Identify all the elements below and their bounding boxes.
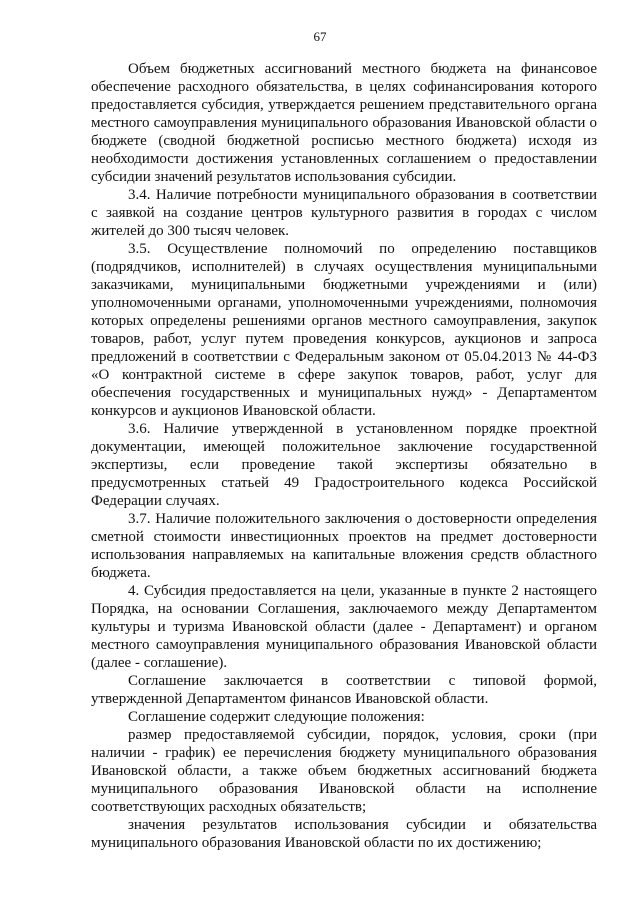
paragraph-4: 4. Субсидия предоставляется на цели, указанные в пункте 2 настоящего Порядка, на основании Соглашения, заключаемого между Департаментом культуры и туризма Ивановской области (далее - Департамент) и органом местного самоуправления муниципального образования Ивановской области (далее - соглашение). (91, 583, 597, 671)
paragraph-budget-allocation: Объем бюджетных ассигнований местного бюджета на финансовое обеспечение расходного обязательства, в целях софинансирования которого предоставляется субсидия, утверждается решением представительного органа местного самоуправления муниципального образования Ивановской области о бюджете (сводной бюджетной росписью местного бюджета) исходя из необходимости достижения установленных соглашением о предоставлении субсидии значений результатов использования субсидии. (91, 61, 597, 185)
paragraph-subsidy-amount: размер предоставляемой субсидии, порядок, условия, сроки (при наличии - график) ее перечисления бюджету муниципального образования Ивановской области, а также объем бюджетных ассигнований бюджета муниципального образования Ивановской области на исполнение соответствующих расходных обязательств; (91, 727, 597, 815)
document-body (91, 60, 597, 852)
paragraph-agreement-contents: Соглашение содержит следующие положения: (128, 709, 425, 725)
page-number: 67 (313, 29, 327, 44)
paragraph-3-6: 3.6. Наличие утвержденной в установленном порядке проектной документации, имеющей положительное заключение государственной экспертизы, если проведение такой экспертизы обязательно в предусмотренных статьей 49 Градостроительного кодекса Российской Федерации случаях. (91, 421, 597, 509)
paragraph-3-4: 3.4. Наличие потребности муниципального образования в соответствии с заявкой на создание центров культурного развития в городах с числом жителей до 300 тысяч человек. (91, 187, 597, 239)
paragraph-3-7: 3.7. Наличие положительного заключения о достоверности определения сметной стоимости инвестиционных проектов на предмет достоверности использования направляемых на капитальные вложения средств областного бюджета. (91, 511, 597, 581)
paragraph-3-5: 3.5. Осуществление полномочий по определению поставщиков (подрядчиков, исполнителей) в случаях осуществления муниципальными заказчиками, муниципальными бюджетными учреждениями и (или) уполномоченными органами, уполномоченными учреждениями, полномочия которых определены решениями органов местного самоуправления, закупок товаров, работ, услуг путем проведения конкурсов, аукционов и запроса предложений в соответствии с Федеральным законом от 05.04.2013 № 44-ФЗ «О контрактной системе в сфере закупок товаров, работ, услуг для обеспечения государственных и муниципальных нужд» - Департаментом конкурсов и аукционов Ивановской области. (91, 241, 597, 419)
paragraph-result-values: значения результатов использования субсидии и обязательства муниципального образования Ивановской области по их достижению; (91, 817, 597, 851)
paragraph-agreement-form: Соглашение заключается в соответствии с типовой формой, утвержденной Департаментом финансов Ивановской области. (91, 673, 597, 707)
